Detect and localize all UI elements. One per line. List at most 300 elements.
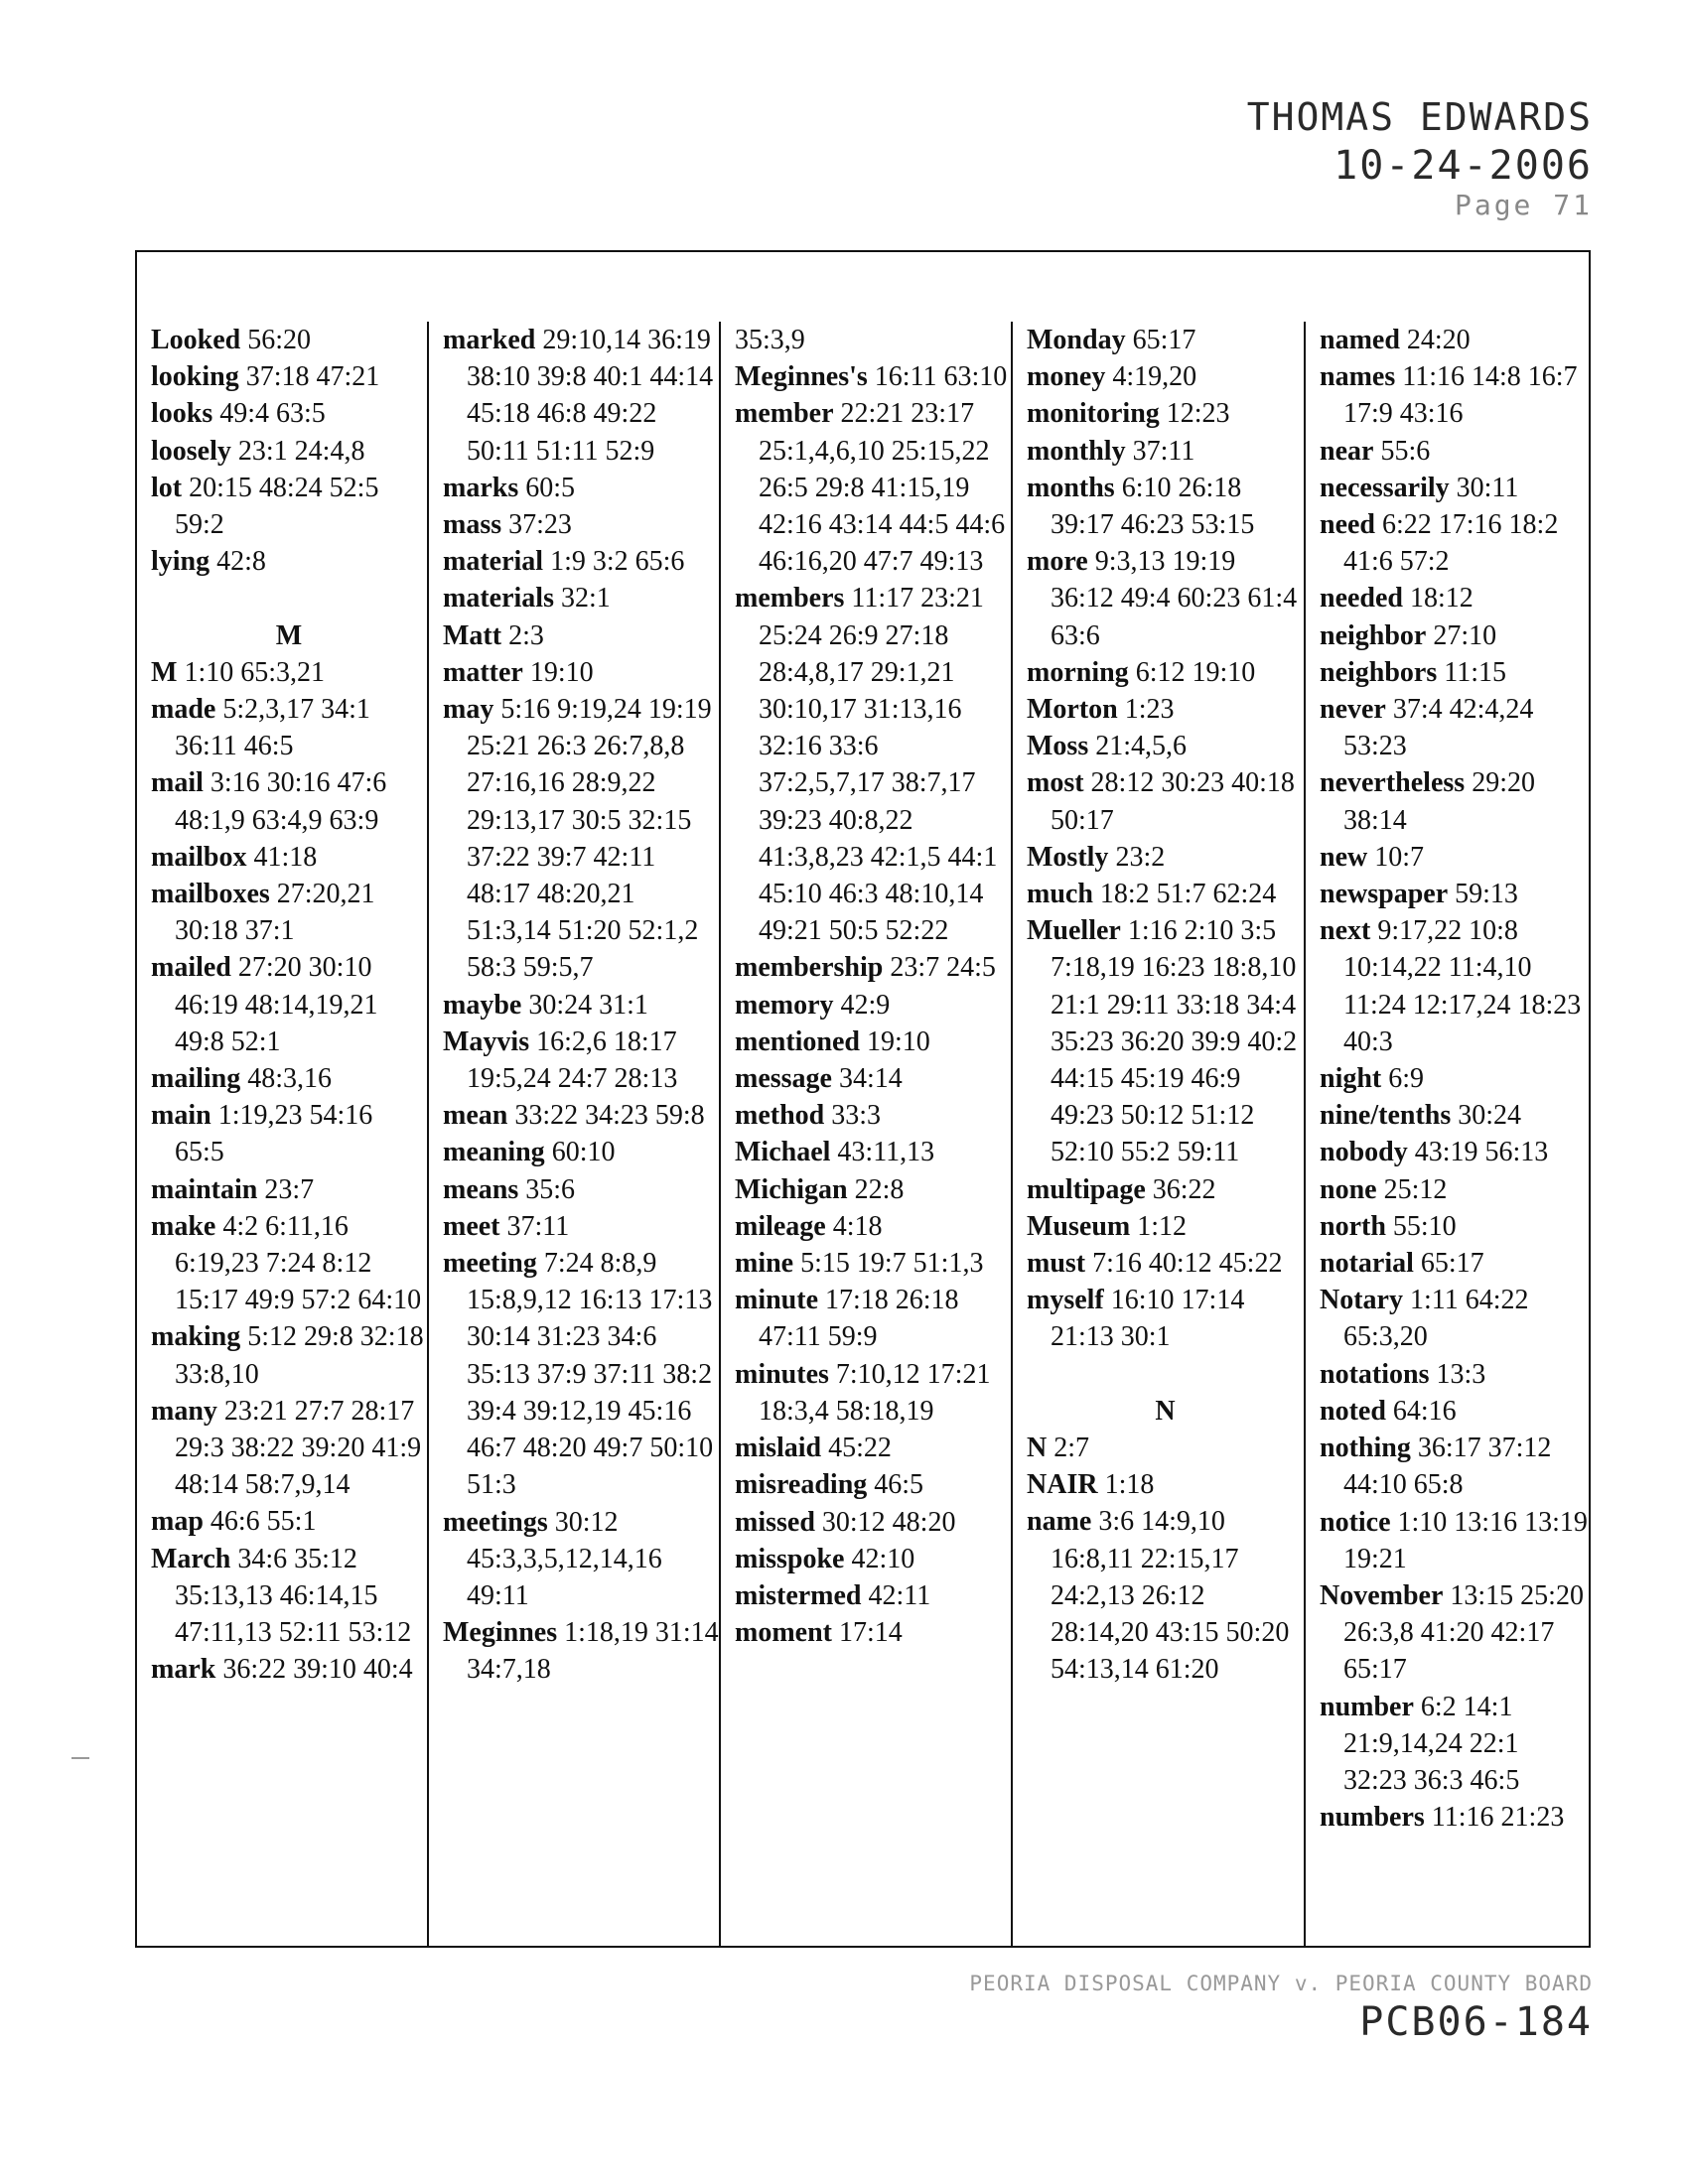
index-references: 1:23: [1124, 694, 1175, 726]
index-references: 6:2 14:1 21:9,14,24 22:1 32:23 36:3 46:5: [1343, 1691, 1520, 1796]
index-references: 32:1: [560, 583, 611, 614]
index-entry: [1027, 691, 1304, 728]
index-term: loosely: [151, 435, 231, 467]
index-references: 1:9 3:2 65:6: [550, 546, 685, 578]
index-term: mean: [443, 1100, 508, 1132]
index-entry: [443, 543, 719, 580]
index-references: 9:17,22 10:8 10:14,22 11:4,10 11:24 12:17,24 18:23 40:3: [1343, 915, 1582, 1057]
index-term: marked: [443, 325, 536, 355]
index-entry: [1320, 1060, 1589, 1097]
index-references: 36:22 39:10 40:4: [222, 1654, 413, 1686]
index-references: 55:10: [1392, 1210, 1457, 1242]
index-term: looks: [151, 398, 213, 430]
index-references: 24:20: [1406, 325, 1471, 355]
index-term: March: [151, 1543, 231, 1574]
index-term: noted: [1320, 1395, 1386, 1427]
index-references: 4:18: [832, 1210, 883, 1242]
index-references: 16:11 63:10: [874, 361, 1008, 393]
index-entry: [151, 1541, 427, 1652]
index-references: 18:12: [1410, 583, 1474, 614]
index-entry: [1027, 1466, 1304, 1503]
index-entry: [1027, 358, 1304, 395]
index-entry: [1320, 470, 1589, 506]
index-entry: [735, 395, 1011, 580]
index-term: memory: [735, 989, 834, 1021]
margin-mark: [71, 1757, 89, 1759]
index-term: mass: [443, 509, 502, 541]
index-references: 4:2 6:11,16 6:19,23 7:24 8:12 15:17 49:9 57:2 64:10: [175, 1210, 422, 1316]
index-entry: [443, 1504, 719, 1615]
index-entry: [1320, 506, 1589, 580]
index-references: 6:9: [1388, 1063, 1425, 1095]
index-entry: [735, 1504, 1011, 1541]
index-references: 1:16 2:10 3:5 7:18,19 16:23 18:8,10 21:1 29:11 33:18 34:4 35:23 36:20 39:9 40:2 44:15 45:19 46:9 49:23 50:12 51:12 52:10 55:2 59:11: [1051, 915, 1298, 1168]
index-term: making: [151, 1321, 241, 1353]
index-references: 49:4 63:5: [219, 398, 326, 430]
index-entry: [735, 1614, 1011, 1651]
index-entry: [1320, 839, 1589, 876]
index-entry: [151, 1208, 427, 1319]
index-entry: [735, 1356, 1011, 1430]
index-references: 42:10: [851, 1543, 915, 1574]
index-references: 28:12 30:23 40:18 50:17: [1051, 767, 1295, 836]
index-entry: [1320, 580, 1589, 616]
footer-case-caption: PEORIA DISPOSAL COMPANY v. PEORIA COUNTY BOARD: [969, 1972, 1593, 1995]
index-entry: [1027, 1245, 1304, 1282]
index-term: lot: [151, 472, 183, 503]
index-term: materials: [443, 583, 554, 614]
index-term: Looked: [151, 325, 241, 355]
index-entry: [443, 1171, 719, 1208]
index-column-4: [1011, 322, 1304, 1946]
index-entry: [151, 764, 427, 838]
index-entry: [1320, 1799, 1589, 1836]
index-term: mailbox: [151, 841, 247, 873]
index-entry: [443, 506, 719, 543]
index-entry: [735, 949, 1011, 986]
index-references: 43:11,13: [837, 1137, 935, 1168]
index-term: new: [1320, 841, 1368, 873]
index-references: 56:20: [247, 325, 312, 355]
index-references: 5:2,3,17 34:1 36:11 46:5: [175, 694, 370, 762]
index-term: Meginnes's: [735, 361, 868, 393]
spacer: [151, 580, 427, 616]
index-term: myself: [1027, 1285, 1104, 1316]
index-references: 3:6 14:9,10 16:8,11 22:15,17 24:2,13 26:12 28:14,20 43:15 50:20 54:13,14 61:20: [1051, 1506, 1290, 1686]
index-term: lying: [151, 546, 210, 578]
index-term: method: [735, 1100, 825, 1132]
index-term: money: [1027, 361, 1106, 393]
index-references: 1:19,23 54:16 65:5: [175, 1100, 373, 1168]
index-entry: [1320, 1282, 1589, 1355]
index-term: Notary: [1320, 1285, 1403, 1316]
index-references: 55:6: [1380, 435, 1431, 467]
index-entry: [735, 322, 1011, 358]
index-entry: [1320, 1097, 1589, 1134]
index-term: none: [1320, 1173, 1377, 1205]
index-term: missed: [735, 1506, 815, 1538]
index-entry: [443, 987, 719, 1024]
index-entry: [1320, 1171, 1589, 1208]
index-entry: [735, 1282, 1011, 1355]
index-term: make: [151, 1210, 216, 1242]
index-references: 27:20,21 30:18 37:1: [175, 879, 375, 947]
index-entry: [735, 1577, 1011, 1614]
index-term: never: [1320, 694, 1386, 726]
index-references: 1:18,19 31:14 34:7,18: [467, 1617, 719, 1686]
index-term: notice: [1320, 1506, 1391, 1538]
index-term: more: [1027, 546, 1088, 578]
index-entry: [151, 470, 427, 543]
index-references: 59:13: [1455, 879, 1518, 910]
index-references: 1:18: [1104, 1469, 1155, 1501]
index-entry: [1027, 1282, 1304, 1355]
index-entry: [1320, 654, 1589, 691]
footer-case-number: PCB06-184: [1359, 1999, 1593, 2045]
index-entry: [1027, 322, 1304, 358]
index-term: Monday: [1027, 325, 1126, 355]
index-entry: [151, 1060, 427, 1097]
index-entry: [1320, 764, 1589, 838]
index-term: night: [1320, 1063, 1382, 1095]
index-references: 11:15: [1444, 656, 1506, 688]
index-references: 34:14: [838, 1063, 903, 1095]
index-references: 1:12: [1137, 1210, 1188, 1242]
index-frame: [135, 250, 1591, 1948]
index-term: Mostly: [1027, 841, 1109, 873]
index-term: Michael: [735, 1137, 831, 1168]
index-entry: [151, 1097, 427, 1170]
index-term: notations: [1320, 1358, 1430, 1390]
index-references: 16:2,6 18:17 19:5,24 24:7 28:13: [467, 1025, 678, 1095]
index-entry: [1320, 1245, 1589, 1282]
header-page-number: Page 71: [1454, 189, 1593, 221]
index-references: 60:10: [551, 1137, 616, 1168]
index-references: 12:23: [1166, 398, 1230, 430]
index-references: 3:16 30:16 47:6 48:1,9 63:4,9 63:9: [175, 767, 387, 836]
index-term: needed: [1320, 583, 1403, 614]
index-entry: [1027, 839, 1304, 876]
index-references: 4:19,20: [1112, 361, 1197, 393]
index-entry: [1320, 876, 1589, 912]
index-references: 23:2: [1115, 841, 1166, 873]
index-references: 1:10 65:3,21: [184, 656, 325, 688]
index-references: 11:17 23:21 25:24 26:9 27:18 28:4,8,17 29:1,21 30:10,17 31:13,16 32:16 33:6 37:2,5,7,17 38:7,17 39:23 40:8,22 41:3,8,23 42:1,5 44:1 45:10 46:3 48:10,14 49:21 50:5 52:22: [759, 583, 998, 947]
index-entry: [443, 580, 719, 616]
index-references: 37:23: [508, 509, 572, 541]
index-entry: [443, 322, 719, 470]
index-term: mine: [735, 1248, 794, 1280]
section-letter: M: [275, 619, 303, 651]
index-references: 5:12 29:8 32:18 33:8,10: [175, 1321, 424, 1390]
index-entry: [735, 1060, 1011, 1097]
index-entry: [735, 1097, 1011, 1134]
index-references: 30:12 48:20: [821, 1506, 956, 1538]
index-references: 11:16 14:8 16:7 17:9 43:16: [1343, 361, 1578, 430]
index-term: Matt: [443, 619, 502, 651]
index-references: 23:7: [264, 1173, 315, 1205]
index-entry: [1320, 1430, 1589, 1503]
index-column-1: [151, 322, 427, 1946]
index-entry: [151, 1503, 427, 1540]
index-references: 22:8: [854, 1173, 905, 1205]
index-term: nevertheless: [1320, 767, 1466, 799]
index-term: Mueller: [1027, 915, 1121, 947]
index-entry: [151, 839, 427, 876]
index-entry: [735, 1245, 1011, 1282]
index-term: membership: [735, 952, 884, 984]
index-term: misreading: [735, 1469, 868, 1501]
index-entry: [1027, 470, 1304, 543]
index-references: 37:18 47:21: [245, 361, 380, 393]
index-entry: [151, 876, 427, 949]
index-term: many: [151, 1395, 217, 1427]
index-term: named: [1320, 325, 1400, 355]
index-references: 23:21 27:7 28:17 29:3 38:22 39:20 41:9 48:14 58:7,9,14: [175, 1395, 422, 1501]
index-term: names: [1320, 361, 1396, 393]
index-references: 7:10,12 17:21 18:3,4 58:18,19: [759, 1358, 991, 1427]
index-entry: [443, 1134, 719, 1170]
index-references: 60:5: [525, 472, 576, 503]
index-entry: [735, 1466, 1011, 1503]
index-references: 18:2 51:7 62:24: [1099, 879, 1277, 910]
index-term: number: [1320, 1691, 1414, 1722]
index-references: 41:18: [253, 841, 318, 873]
index-references: 6:10 26:18 39:17 46:23 53:15: [1051, 472, 1255, 541]
index-entry: [151, 543, 427, 580]
index-references: 1:11 64:22 65:3,20: [1343, 1285, 1529, 1353]
index-entry: [1320, 358, 1589, 432]
header-deponent-name: THOMAS EDWARDS: [1246, 95, 1593, 139]
index-references: 42:11: [868, 1579, 931, 1611]
index-term: mileage: [735, 1210, 826, 1242]
index-term: may: [443, 694, 494, 726]
index-references: 1:10 13:16 13:19 19:21: [1343, 1506, 1588, 1574]
index-term: message: [735, 1063, 832, 1095]
index-entry: [735, 1541, 1011, 1577]
index-references: 17:14: [838, 1617, 903, 1649]
index-references: 6:22 17:16 18:2 41:6 57:2: [1343, 509, 1559, 578]
index-references: 65:17: [1420, 1248, 1484, 1280]
index-term: need: [1320, 509, 1375, 541]
index-entry: [151, 1171, 427, 1208]
index-term: mailing: [151, 1063, 241, 1095]
index-entry: [443, 617, 719, 654]
index-entry: [1320, 1393, 1589, 1430]
index-entry: [1320, 433, 1589, 470]
index-entry: [151, 1318, 427, 1392]
index-term: must: [1027, 1248, 1086, 1280]
index-references: 23:1 24:4,8: [237, 435, 365, 467]
index-entry: [151, 949, 427, 1060]
index-term: material: [443, 546, 544, 578]
index-term: mistermed: [735, 1579, 862, 1611]
index-references: 23:7 24:5: [890, 952, 996, 984]
index-term: Michigan: [735, 1173, 848, 1205]
index-references: 2:3: [508, 619, 544, 651]
index-term: numbers: [1320, 1802, 1425, 1834]
index-references: 17:18 26:18 47:11 59:9: [759, 1285, 959, 1353]
index-references: 35:3,9: [735, 325, 805, 355]
index-entry: [1320, 1134, 1589, 1170]
index-references: 45:22: [828, 1433, 892, 1464]
index-references: 22:21 23:17 25:1,4,6,10 25:15,22 26:5 29:8 41:15,19 42:16 43:14 44:5 44:6 46:16,20 47:7 49:13: [759, 398, 1006, 578]
index-references: 48:3,16: [247, 1063, 333, 1095]
index-entry: [1027, 728, 1304, 764]
index-entry: [1320, 1577, 1589, 1689]
index-references: 6:12 19:10: [1135, 656, 1256, 688]
index-term: morning: [1027, 656, 1129, 688]
section-letter: N: [1155, 1395, 1176, 1427]
index-references: 7:16 40:12 45:22: [1092, 1248, 1283, 1280]
index-entry: [1320, 322, 1589, 358]
index-entry: [735, 580, 1011, 949]
index-entry: [443, 1024, 719, 1097]
index-references: 29:10,14 36:19 38:10 39:8 40:1 44:14 45:18 46:8 49:22 50:11 51:11 52:9: [467, 325, 714, 467]
index-term: made: [151, 694, 216, 726]
index-term: looking: [151, 361, 239, 393]
index-entry: [1027, 764, 1304, 838]
index-references: 19:10: [529, 656, 594, 688]
index-term: NAIR: [1027, 1469, 1098, 1501]
index-term: members: [735, 583, 845, 614]
index-column-5: [1304, 322, 1589, 1946]
index-term: Museum: [1027, 1210, 1131, 1242]
index-references: 42:8: [216, 546, 266, 578]
index-term: near: [1320, 435, 1374, 467]
index-references: 30:24: [1458, 1100, 1522, 1132]
index-entry: [443, 1208, 719, 1245]
index-references: 46:6 55:1: [210, 1506, 317, 1538]
index-term: Moss: [1027, 731, 1089, 762]
index-references: 10:7: [1374, 841, 1425, 873]
index-term: minute: [735, 1285, 818, 1316]
index-references: 35:6: [525, 1173, 576, 1205]
index-entry: [735, 987, 1011, 1024]
index-term: November: [1320, 1579, 1444, 1611]
index-references: 25:12: [1383, 1173, 1448, 1205]
index-entry: [1027, 912, 1304, 1170]
index-entry: [1027, 395, 1304, 432]
index-references: 37:11: [1132, 435, 1195, 467]
index-references: 21:4,5,6: [1095, 731, 1188, 762]
index-entry: [1027, 1171, 1304, 1208]
index-entry: [443, 654, 719, 691]
index-entry: [1320, 691, 1589, 764]
index-term: map: [151, 1506, 204, 1538]
index-term: moment: [735, 1617, 832, 1649]
index-entry: [151, 395, 427, 432]
index-term: monitoring: [1027, 398, 1160, 430]
index-entry: [1320, 617, 1589, 654]
index-references: 2:7: [1053, 1433, 1090, 1464]
index-entry: [443, 1614, 719, 1688]
index-references: 42:9: [840, 989, 891, 1021]
index-references: 34:6 35:12 35:13,13 46:14,15 47:11,13 52:11 53:12: [175, 1543, 412, 1649]
index-column-3: [719, 322, 1011, 1946]
index-references: 46:5: [874, 1469, 924, 1501]
index-references: 13:15 25:20 26:3,8 41:20 42:17 65:17: [1343, 1579, 1584, 1686]
index-term: maintain: [151, 1173, 258, 1205]
index-term: mislaid: [735, 1433, 822, 1464]
spacer: [1027, 1356, 1304, 1393]
index-term: mentioned: [735, 1025, 860, 1057]
index-entry: [1320, 1356, 1589, 1393]
index-term: mark: [151, 1654, 216, 1686]
index-references: 11:16 21:23: [1431, 1802, 1565, 1834]
index-references: 64:16: [1392, 1395, 1457, 1427]
index-term: meet: [443, 1210, 500, 1242]
index-term: nine/tenths: [1320, 1100, 1452, 1132]
index-references: 29:20 38:14: [1343, 767, 1535, 836]
index-entry: [1027, 876, 1304, 912]
index-term: main: [151, 1100, 211, 1132]
index-entry: [735, 1208, 1011, 1245]
index-term: N: [1027, 1433, 1048, 1464]
index-term: neighbors: [1320, 656, 1438, 688]
index-term: notarial: [1320, 1248, 1414, 1280]
index-term: name: [1027, 1506, 1092, 1538]
index-references: 16:10 17:14 21:13 30:1: [1051, 1285, 1245, 1353]
index-references: 30:24 31:1: [528, 989, 648, 1021]
index-term: mailboxes: [151, 879, 270, 910]
index-term: necessarily: [1320, 472, 1450, 503]
index-references: 36:22: [1152, 1173, 1216, 1205]
index-entry: [443, 1097, 719, 1134]
index-term: marks: [443, 472, 519, 503]
index-term: mail: [151, 767, 204, 799]
index-entry: [1027, 1503, 1304, 1688]
index-references: 19:10: [867, 1025, 930, 1057]
index-references: 30:12 45:3,3,5,12,14,16 49:11: [467, 1506, 662, 1611]
index-term: Meginnes: [443, 1617, 558, 1649]
index-references: 33:3: [831, 1100, 882, 1132]
index-entry: [151, 1651, 427, 1688]
index-entry: [1320, 1504, 1589, 1577]
index-references: 27:20 30:10 46:19 48:14,19,21 49:8 52:1: [175, 952, 378, 1057]
header-date: 10-24-2006: [1333, 143, 1593, 189]
index-entry: [443, 470, 719, 506]
index-references: 33:22 34:23 59:8: [514, 1100, 705, 1132]
index-references: 20:15 48:24 52:5 59:2: [175, 472, 379, 541]
index-references: 5:15 19:7 51:1,3: [800, 1248, 984, 1280]
index-term: meeting: [443, 1248, 537, 1280]
index-entry: [151, 433, 427, 470]
index-entry: [735, 1134, 1011, 1170]
index-term: neighbor: [1320, 619, 1427, 651]
index-term: member: [735, 398, 834, 430]
index-entry: [443, 1245, 719, 1503]
index-term: Morton: [1027, 694, 1118, 726]
index-term: M: [151, 656, 178, 688]
index-entry: [735, 1024, 1011, 1060]
index-references: 5:16 9:19,24 19:19 25:21 26:3 26:7,8,8 27:16,16 28:9,22 29:13,17 30:5 32:15 37:22 39:7 42:11 48:17 48:20,21 51:3,14 51:20 52:1,2 58:3 59:5,7: [467, 694, 712, 984]
index-references: 43:19 56:13: [1414, 1137, 1549, 1168]
index-entry: [1320, 1208, 1589, 1245]
index-entry: [1027, 1430, 1304, 1466]
index-references: 9:3,13 19:19 36:12 49:4 60:23 61:4 63:6: [1051, 546, 1298, 651]
index-references: 27:10: [1433, 619, 1497, 651]
index-entry: [151, 1393, 427, 1504]
index-term: multipage: [1027, 1173, 1146, 1205]
index-entry: [151, 654, 427, 691]
index-term: means: [443, 1173, 519, 1205]
index-references: 37:11: [506, 1210, 570, 1242]
index-term: north: [1320, 1210, 1386, 1242]
index-term: nobody: [1320, 1137, 1408, 1168]
index-term: monthly: [1027, 435, 1126, 467]
index-entry: [1320, 912, 1589, 1060]
